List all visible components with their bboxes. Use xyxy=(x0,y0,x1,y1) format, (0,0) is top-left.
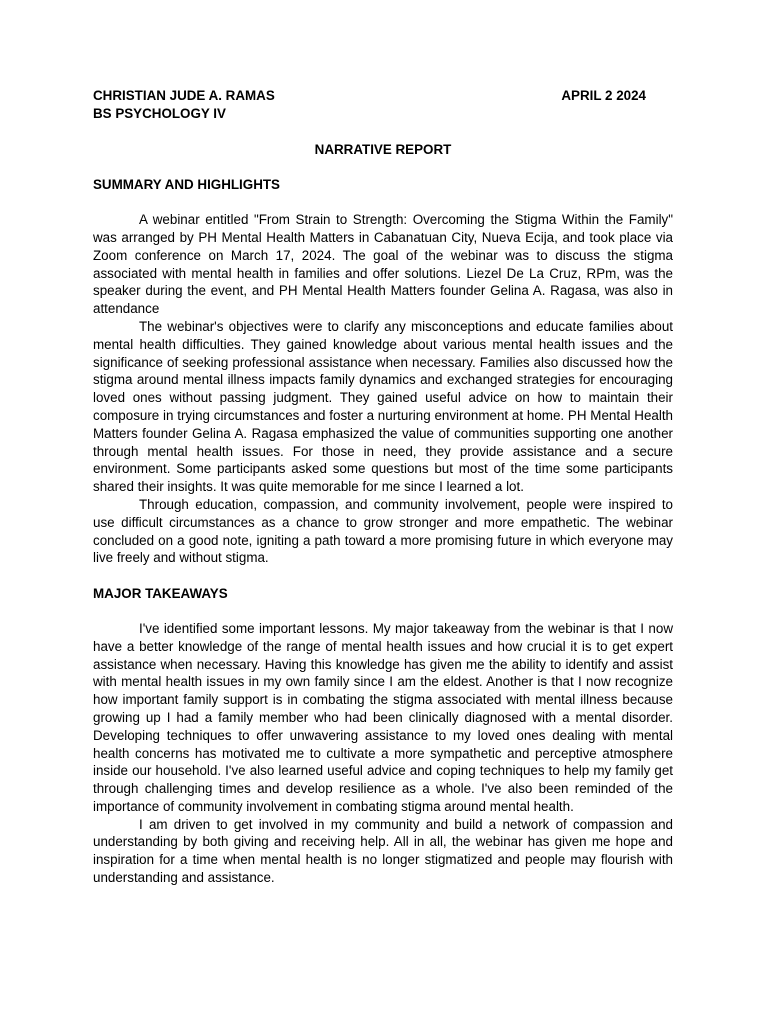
section-heading-takeaways: MAJOR TAKEAWAYS xyxy=(93,586,228,602)
header-row xyxy=(93,87,673,105)
section-body-takeaways xyxy=(93,620,673,887)
course-label: BS PSYCHOLOGY IV xyxy=(93,105,226,121)
paragraph: Through education, compassion, and community involvement, people were inspired to use difficult circumstances as a chance to grow stronger and more empathetic. The webinar concluded on a good note, igniting a path toward a more promising future in which everyone may live freely and without stigma. xyxy=(93,496,673,566)
paragraph: I am driven to get involved in my community and build a network of compassion and understanding by both giving and receiving help. All in all, the webinar has given me hope and inspiration for a time when mental health is no longer stigmatized and people may flourish with understanding and assistance. xyxy=(93,816,673,886)
section-heading-summary: SUMMARY AND HIGHLIGHTS xyxy=(93,177,280,193)
paragraph: I've identified some important lessons. My major takeaway from the webinar is that I now have a better knowledge of the range of mental health issues and how crucial it is to get expert assistance when necessary. Having this knowledge has given me the ability to identify and assist with mental health issues in my own family since I am the eldest. Another is that I now recognize how important family support is in combating the stigma associated with mental illness because growing up I had a family member who had been clinically diagnosed with a mental disorder. Developing techniques to offer unwavering assistance to my loved ones dealing with mental health concerns has motivated me to cultivate a more sympathetic and perceptive atmosphere inside our household. I've also learned useful advice and coping techniques to help my family get through challenging times and develop resilience as a whole. I've also been reminded of the importance of community involvement in combating stigma around mental health. xyxy=(93,620,673,814)
report-date: APRIL 2 2024 xyxy=(561,88,646,103)
section-body-summary xyxy=(93,211,673,567)
author-name: CHRISTIAN JUDE A. RAMAS xyxy=(93,88,275,103)
paragraph: A webinar entitled "From Strain to Strength: Overcoming the Stigma Within the Family" was arranged by PH Mental Health Matters in Cabanatuan City, Nueva Ecija, and took place via Zoom conference on March 17, 2024. The goal of the webinar was to discuss the stigma associated with mental health in families and offer solutions. Liezel De La Cruz, RPm, was the speaker during the event, and PH Mental Health Matters founder Gelina A. Ragasa, was also in attendance xyxy=(93,212,673,317)
paragraph: The webinar's objectives were to clarify any misconceptions and educate families about mental health difficulties. They gained knowledge about various mental health issues and the significance of seeking professional assistance when necessary. Families also discussed how the stigma around mental illness impacts family dynamics and exchanged strategies for encouraging loved ones without passing judgment. They gained useful advice on how to maintain their composure in trying circumstances and foster a nurturing environment at home. PH Mental Health Matters founder Gelina A. Ragasa emphasized the value of communities supporting one another through mental health issues. For those in need, they provide assistance and a secure environment. Some participants asked some questions but most of the time some participants shared their insights. It was quite memorable for me since I learned a lot. xyxy=(93,318,673,495)
document-title: NARRATIVE REPORT xyxy=(314,141,452,157)
document-page xyxy=(93,87,673,887)
